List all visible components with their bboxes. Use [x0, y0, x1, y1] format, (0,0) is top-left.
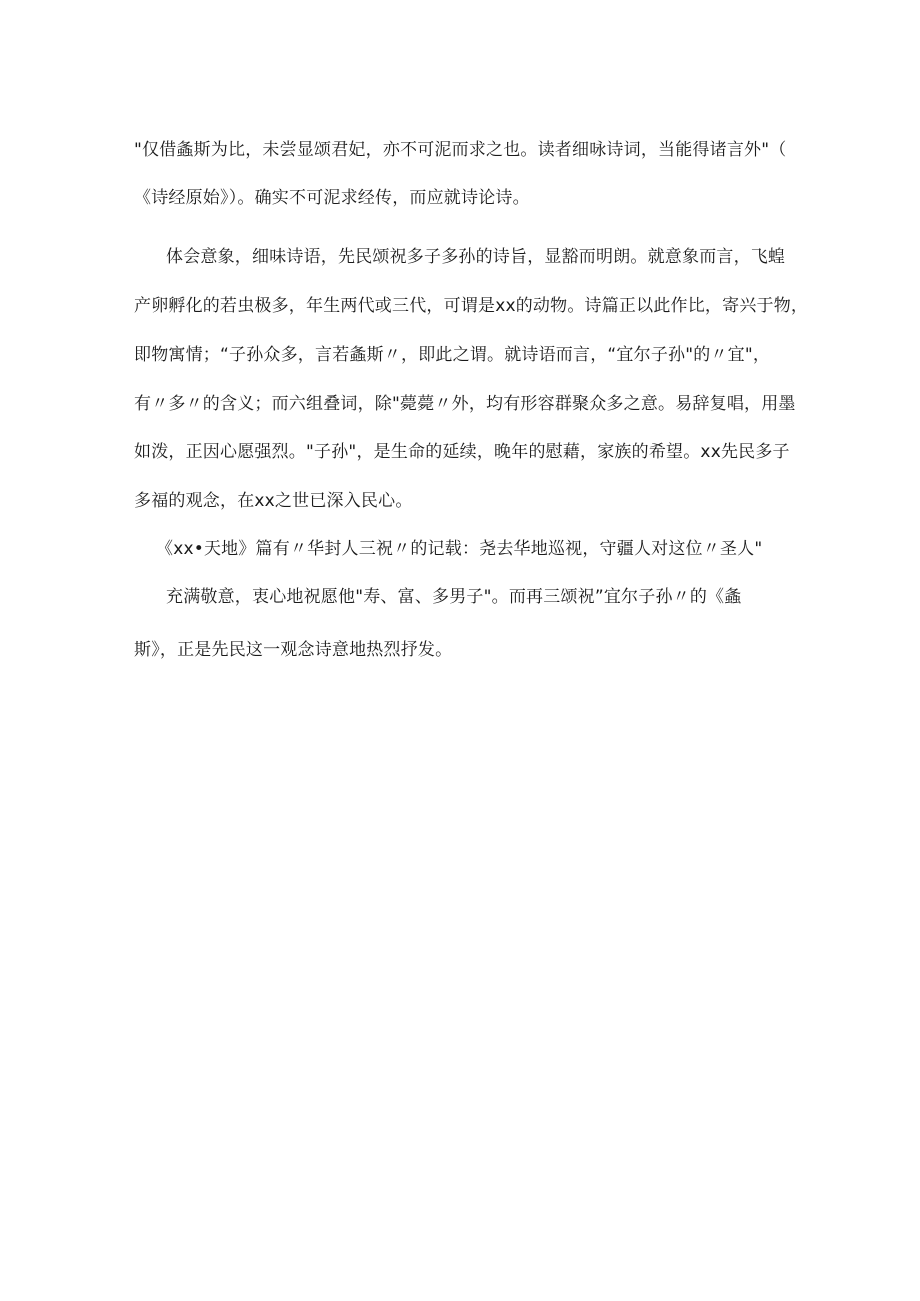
paragraph-1-line-2: 《诗经原始》）。确实不可泥求经传，而应就诗论诗。 — [134, 188, 530, 208]
paragraph-3-line-2: 充满敬意，衷心地祝愿他"寿、富、多男子"。而再三颂祝”宜尔子孙〃的《螽 — [166, 587, 742, 607]
paragraph-2-line-5: 如泼，正因心愿强烈。"子孙"，是生命的延续，晚年的慰藉，家族的希望。xx先民多子 — [134, 442, 790, 462]
paragraph-3-line-1: 《xx•天地》篇有〃华封人三祝〃的记载：尧去华地巡视，守疆人对这位〃圣人" — [156, 539, 763, 559]
paragraph-2-line-2: 产卵孵化的若虫极多，年生两代或三代，可谓是xx的动物。诗篇正以此作比，寄兴于物， — [134, 296, 809, 316]
paragraph-2-line-6: 多福的观念，在xx之世已深入民心。 — [134, 491, 413, 511]
paragraph-2-line-1: 体会意象，细味诗语，先民颂祝多子多孙的诗旨，显豁而明朗。就意象而言，飞蝗 — [166, 247, 786, 267]
paragraph-3-line-3: 斯》，正是先民这一观念诗意地热烈抒发。 — [134, 640, 453, 660]
paragraph-2-line-4: 有〃多〃的含义；而六组叠词，除"薨薨〃外，均有形容群聚众多之意。易辞复唱，用墨 — [134, 394, 796, 414]
paragraph-1-line-1: "仅借螽斯为比，未尝显颂君妃，亦不可泥而求之也。读者细咏诗词，当能得诸言外"（ — [134, 140, 787, 160]
paragraph-2-line-3: 即物寓情；“子孙众多，言若螽斯〃，即此之谓。就诗语而言，“宜尔子孙"的〃宜"， — [134, 345, 771, 365]
